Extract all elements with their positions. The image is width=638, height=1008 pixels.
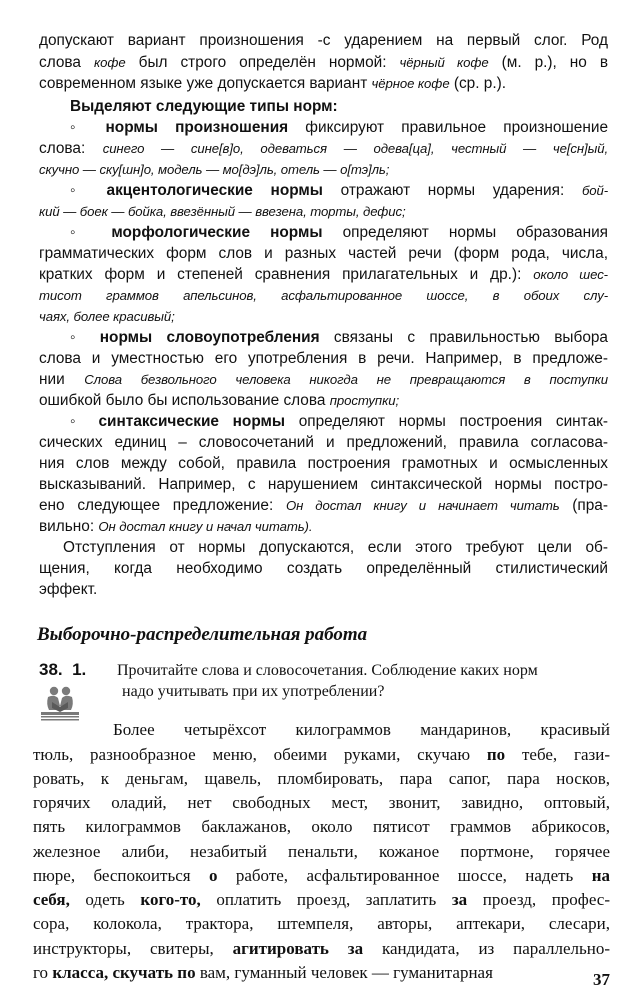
exercise-line [33, 815, 610, 839]
text: (ср. р.). [449, 75, 507, 92]
text: (м. р.), но в [488, 54, 609, 71]
bullet: ◦ [70, 119, 106, 136]
text: пять килограммов баклажанов, около пятисот граммов абрикосов, [33, 817, 610, 836]
text: ошибкой было бы использование слова [39, 392, 330, 409]
two-people-reading-icon [38, 684, 82, 722]
text: ния слов между собой, правила построения грамотных и осмысленных [39, 455, 608, 472]
theory-line [39, 73, 608, 94]
text: тебе, гази- [505, 745, 611, 764]
page-number: 37 [593, 970, 610, 989]
text: ровать, к деньгам, щавель, пломбировать, пара сапог, пара носков, [33, 769, 610, 788]
theory-line [39, 558, 608, 579]
exercise-line [33, 937, 610, 961]
theory-line [39, 579, 608, 600]
text: допускают вариант произношения -с ударением на первый слог. Род [39, 32, 608, 49]
text: Отступления от нормы допускаются, если этого требуют цели об- [63, 539, 608, 556]
text: сора, колокола, трактора, штемпеля, авторы, аптекари, слесари, [33, 914, 610, 933]
norm-item-word-usage [70, 327, 608, 348]
text: Более четырёхсот килограммов мандаринов, красивый [113, 720, 610, 739]
bullet: ◦ [70, 329, 100, 346]
example: чёрный кофе [399, 55, 489, 70]
emphasis: о [208, 866, 218, 885]
theory-line [63, 537, 608, 558]
norm-item-syntax [70, 411, 608, 432]
text: фиксируют правильное произношение [288, 119, 608, 136]
text: вам, гуманный человек — гуманитарная [195, 963, 493, 982]
theory-line [39, 264, 608, 285]
example: тисот граммов апельсинов, асфальтированное шоссе, в обоих слу- [39, 288, 608, 303]
theory-line [39, 201, 608, 222]
example: проступки; [329, 393, 400, 408]
task-text-line [117, 660, 538, 681]
text: щения, когда необходимо создать определённый стилистический [39, 560, 608, 577]
norm-types-heading [70, 96, 638, 117]
text: слова: [39, 140, 103, 157]
text: нии [39, 371, 85, 388]
text: слова и уместностью его употребления в речи. Например, в предложе- [39, 350, 608, 367]
task-number: 1. [72, 660, 87, 679]
emphasis: за [451, 890, 468, 909]
term: синтаксические нормы [98, 413, 286, 430]
example: скучно — ску[шн]о, модель — мо[дэ]ль, отель — о[тэ]ль; [39, 162, 390, 177]
text: эффект. [39, 581, 98, 598]
example: синего — сине[в]о, одеваться — одева[ца], честный — че[сн]ый, [102, 141, 609, 156]
term: морфологические нормы [111, 224, 323, 241]
text: ено следующее предложение: [39, 497, 286, 514]
exercise-line [33, 767, 610, 791]
text: одеть [69, 890, 141, 909]
text: слова [39, 54, 94, 71]
exercise-line [33, 912, 610, 936]
theory-line [39, 306, 608, 327]
section-title: Выборочно-распределительная работа [37, 624, 368, 645]
example: Слова безвольного человека никогда не превращаются в поступки [84, 372, 608, 387]
exercise-line [113, 718, 610, 742]
text: Выделяют следующие типы норм: [70, 98, 338, 115]
emphasis: на [591, 866, 610, 885]
text: определяют нормы образования [322, 224, 609, 241]
norm-item-morphology [70, 222, 608, 243]
example: Он достал книгу и начинает читать [285, 498, 560, 513]
example: бой- [581, 183, 609, 198]
theory-line [39, 474, 608, 495]
term: нормы словоупотребления [99, 329, 320, 346]
text: проезд, профес- [467, 890, 610, 909]
theory-line [39, 516, 608, 537]
emphasis: себя, [33, 890, 70, 909]
theory-line [39, 30, 608, 51]
emphasis: класса, скучать по [52, 963, 196, 982]
text: грамматических форм слов и разных частей речи (форм рода, числа, [39, 245, 608, 262]
norm-item-pronunciation [70, 117, 608, 138]
text: современном языке уже допускается вариант [39, 75, 372, 92]
emphasis: агитировать за [232, 939, 364, 958]
theory-line [39, 138, 608, 159]
exercise-line [33, 840, 610, 864]
term: нормы произношения [105, 119, 289, 136]
theory-line [39, 432, 608, 453]
text: железное алиби, незабитый пенальти, кожаное портмоне, горячее [33, 842, 610, 861]
text: (пра- [559, 497, 608, 514]
theory-line [39, 159, 608, 180]
theory-line [39, 52, 608, 73]
example: кий — боек — бойка, ввезённый — ввезена, торты, дефис; [39, 204, 406, 219]
text: го [33, 963, 53, 982]
text: пюре, беспокоиться [33, 866, 209, 885]
exercise-line [33, 864, 610, 888]
example: чёрное кофе [371, 76, 450, 91]
theory-line [39, 243, 608, 264]
text: сических единиц – словосочетаний и предложений, правила согласова- [39, 434, 608, 451]
emphasis: кого-то, [140, 890, 201, 909]
text: вильно: [39, 518, 99, 535]
bullet: ◦ [70, 224, 112, 241]
exercise-line [33, 743, 610, 767]
text: оплатить проезд, заплатить [200, 890, 452, 909]
bullet: ◦ [70, 413, 99, 430]
exercise-line [33, 961, 553, 985]
theory-line [39, 390, 608, 411]
theory-line [39, 369, 608, 390]
text: надо учитывать при их употреблении? [122, 683, 385, 700]
text: кандидата, из параллельно- [363, 939, 610, 958]
example: кофе [93, 55, 126, 70]
example: около шес- [533, 267, 608, 282]
text: определяют нормы построения синтак- [285, 413, 608, 430]
term: акцентологические нормы [106, 182, 323, 199]
exercise-number [39, 660, 86, 680]
text: Прочитайте слова и словосочетания. Соблюдение каких норм [117, 662, 538, 679]
exercise-line [33, 888, 610, 912]
task-text-line [122, 681, 384, 702]
bullet: ◦ [70, 182, 107, 199]
text: инструкторы, свитеры, [33, 939, 233, 958]
text: был строго определён нормой: [125, 54, 400, 71]
norm-item-accent [70, 180, 608, 201]
text: работе, асфальтированное шоссе, надеть [217, 866, 592, 885]
theory-line [39, 285, 608, 306]
text: отражают нормы ударения: [322, 182, 582, 199]
text: связаны с правильностью выбора [319, 329, 608, 346]
theory-line [39, 453, 608, 474]
text: горячих оладий, нет свободных мест, звонит, завидно, оптовый, [33, 793, 610, 812]
example: чаях, более красивый; [39, 309, 175, 324]
theory-line [39, 495, 608, 516]
exercise-line [33, 791, 610, 815]
emphasis: по [486, 745, 506, 764]
exercise-number-value: 38. [39, 660, 63, 679]
text: кратких форм и степеней сравнения прилагательных и др.): [39, 266, 534, 283]
example: Он достал книгу и начал читать). [98, 519, 313, 534]
text: высказываний. Например, с нарушением синтаксической нормы постро- [39, 476, 608, 493]
text: тюль, разнообразное меню, обеими руками, скучаю [33, 745, 487, 764]
theory-line [39, 348, 608, 369]
